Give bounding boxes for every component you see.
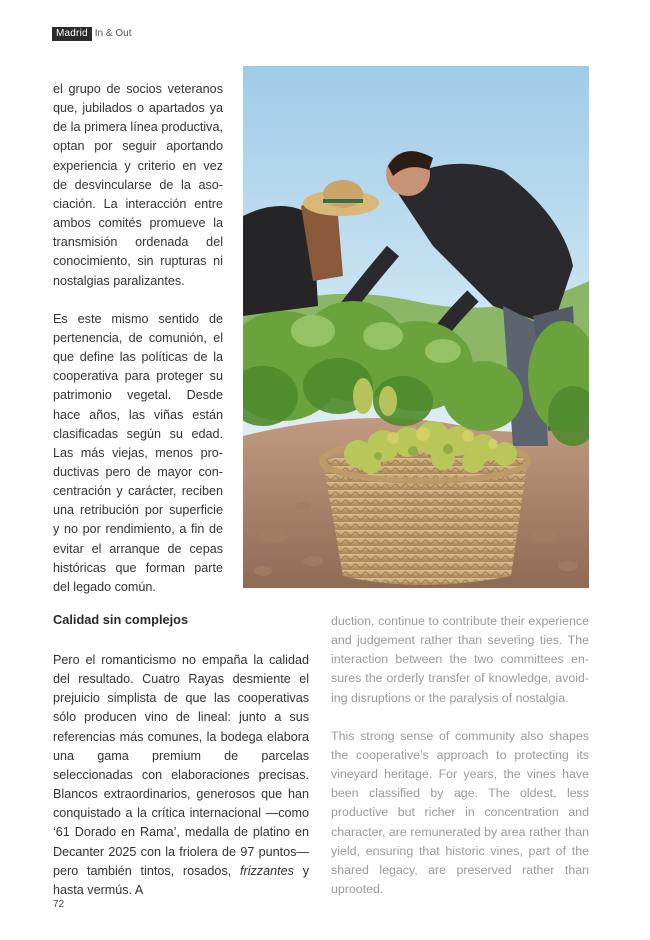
paragraph-text: y hasta vermús. A [53, 863, 309, 897]
paragraph: Es este mismo sentido de pertenencia, de comunión, el que define las políticas de la cooperativa para proteger su patrimonio vegetal. Desde hace años, las viñas están clasificadas según su edad. Las más viejas, menos productivas pero de mayor concentración y carácter, reciben una retribución por superficie y no por rendimiento, a fin de evitar el arranque de cepas históricas que forman parte del legado común. [53, 311, 223, 594]
italic-term: frizzantes [240, 863, 294, 878]
spanish-text-column-bottom [53, 651, 309, 900]
header-city-badge: Madrid [52, 27, 92, 41]
page-number: 72 [53, 899, 65, 910]
english-translation-column [331, 612, 589, 899]
paragraph: duction, continue to contribute their experience and judgement rather than severing ties. The interaction between the two committees ensures the orderly transfer of knowledge, avoiding disruptions or the paralysis of nostalgia. [331, 614, 589, 705]
paragraph-text: Pero el romanticismo no empaña la calidad del resultado. Cuatro Rayas desmiente el prejuicio simplista de que las cooperativas sólo producen vino de lineal: junto a sus referencias más comunes, la bodega elabora una gama premium de parcelas seleccionadas con elaboraciones precisas. Blancos extraordinarios, generosos que han conquistado a la crítica internacional —como ‘61 Dorado en Rama’, medalla de platino en Decanter 2025 con la friolera de 97 puntos—pero también tintos, rosados, [53, 653, 309, 878]
running-header [52, 26, 131, 42]
spanish-text-column-top [53, 80, 223, 597]
paragraph: This strong sense of community also shapes the cooperative’s approach to protecting its vineyard heritage. For years, the vines have been classified by age. The oldest, less productive but richer in concentration and character, are remunerated by area rather than yield, ensuring that historic vines, part of the shared legacy, are preserved rather than uprooted. [331, 728, 589, 897]
section-subheading: Calidad sin complejos [53, 612, 189, 627]
paragraph: el grupo de socios veteranos que, jubilados o apartados ya de la primera línea productiva, optan por seguir aportando experiencia y criterio en vez de desvincularse de la asociación. La interacción entre ambos comités promueve la transmisión ordenada del conocimiento, sin rupturas ni nostalgias paralizantes. [53, 82, 223, 288]
header-section-name: In & Out [94, 28, 132, 39]
vineyard-harvest-photo [243, 66, 589, 588]
